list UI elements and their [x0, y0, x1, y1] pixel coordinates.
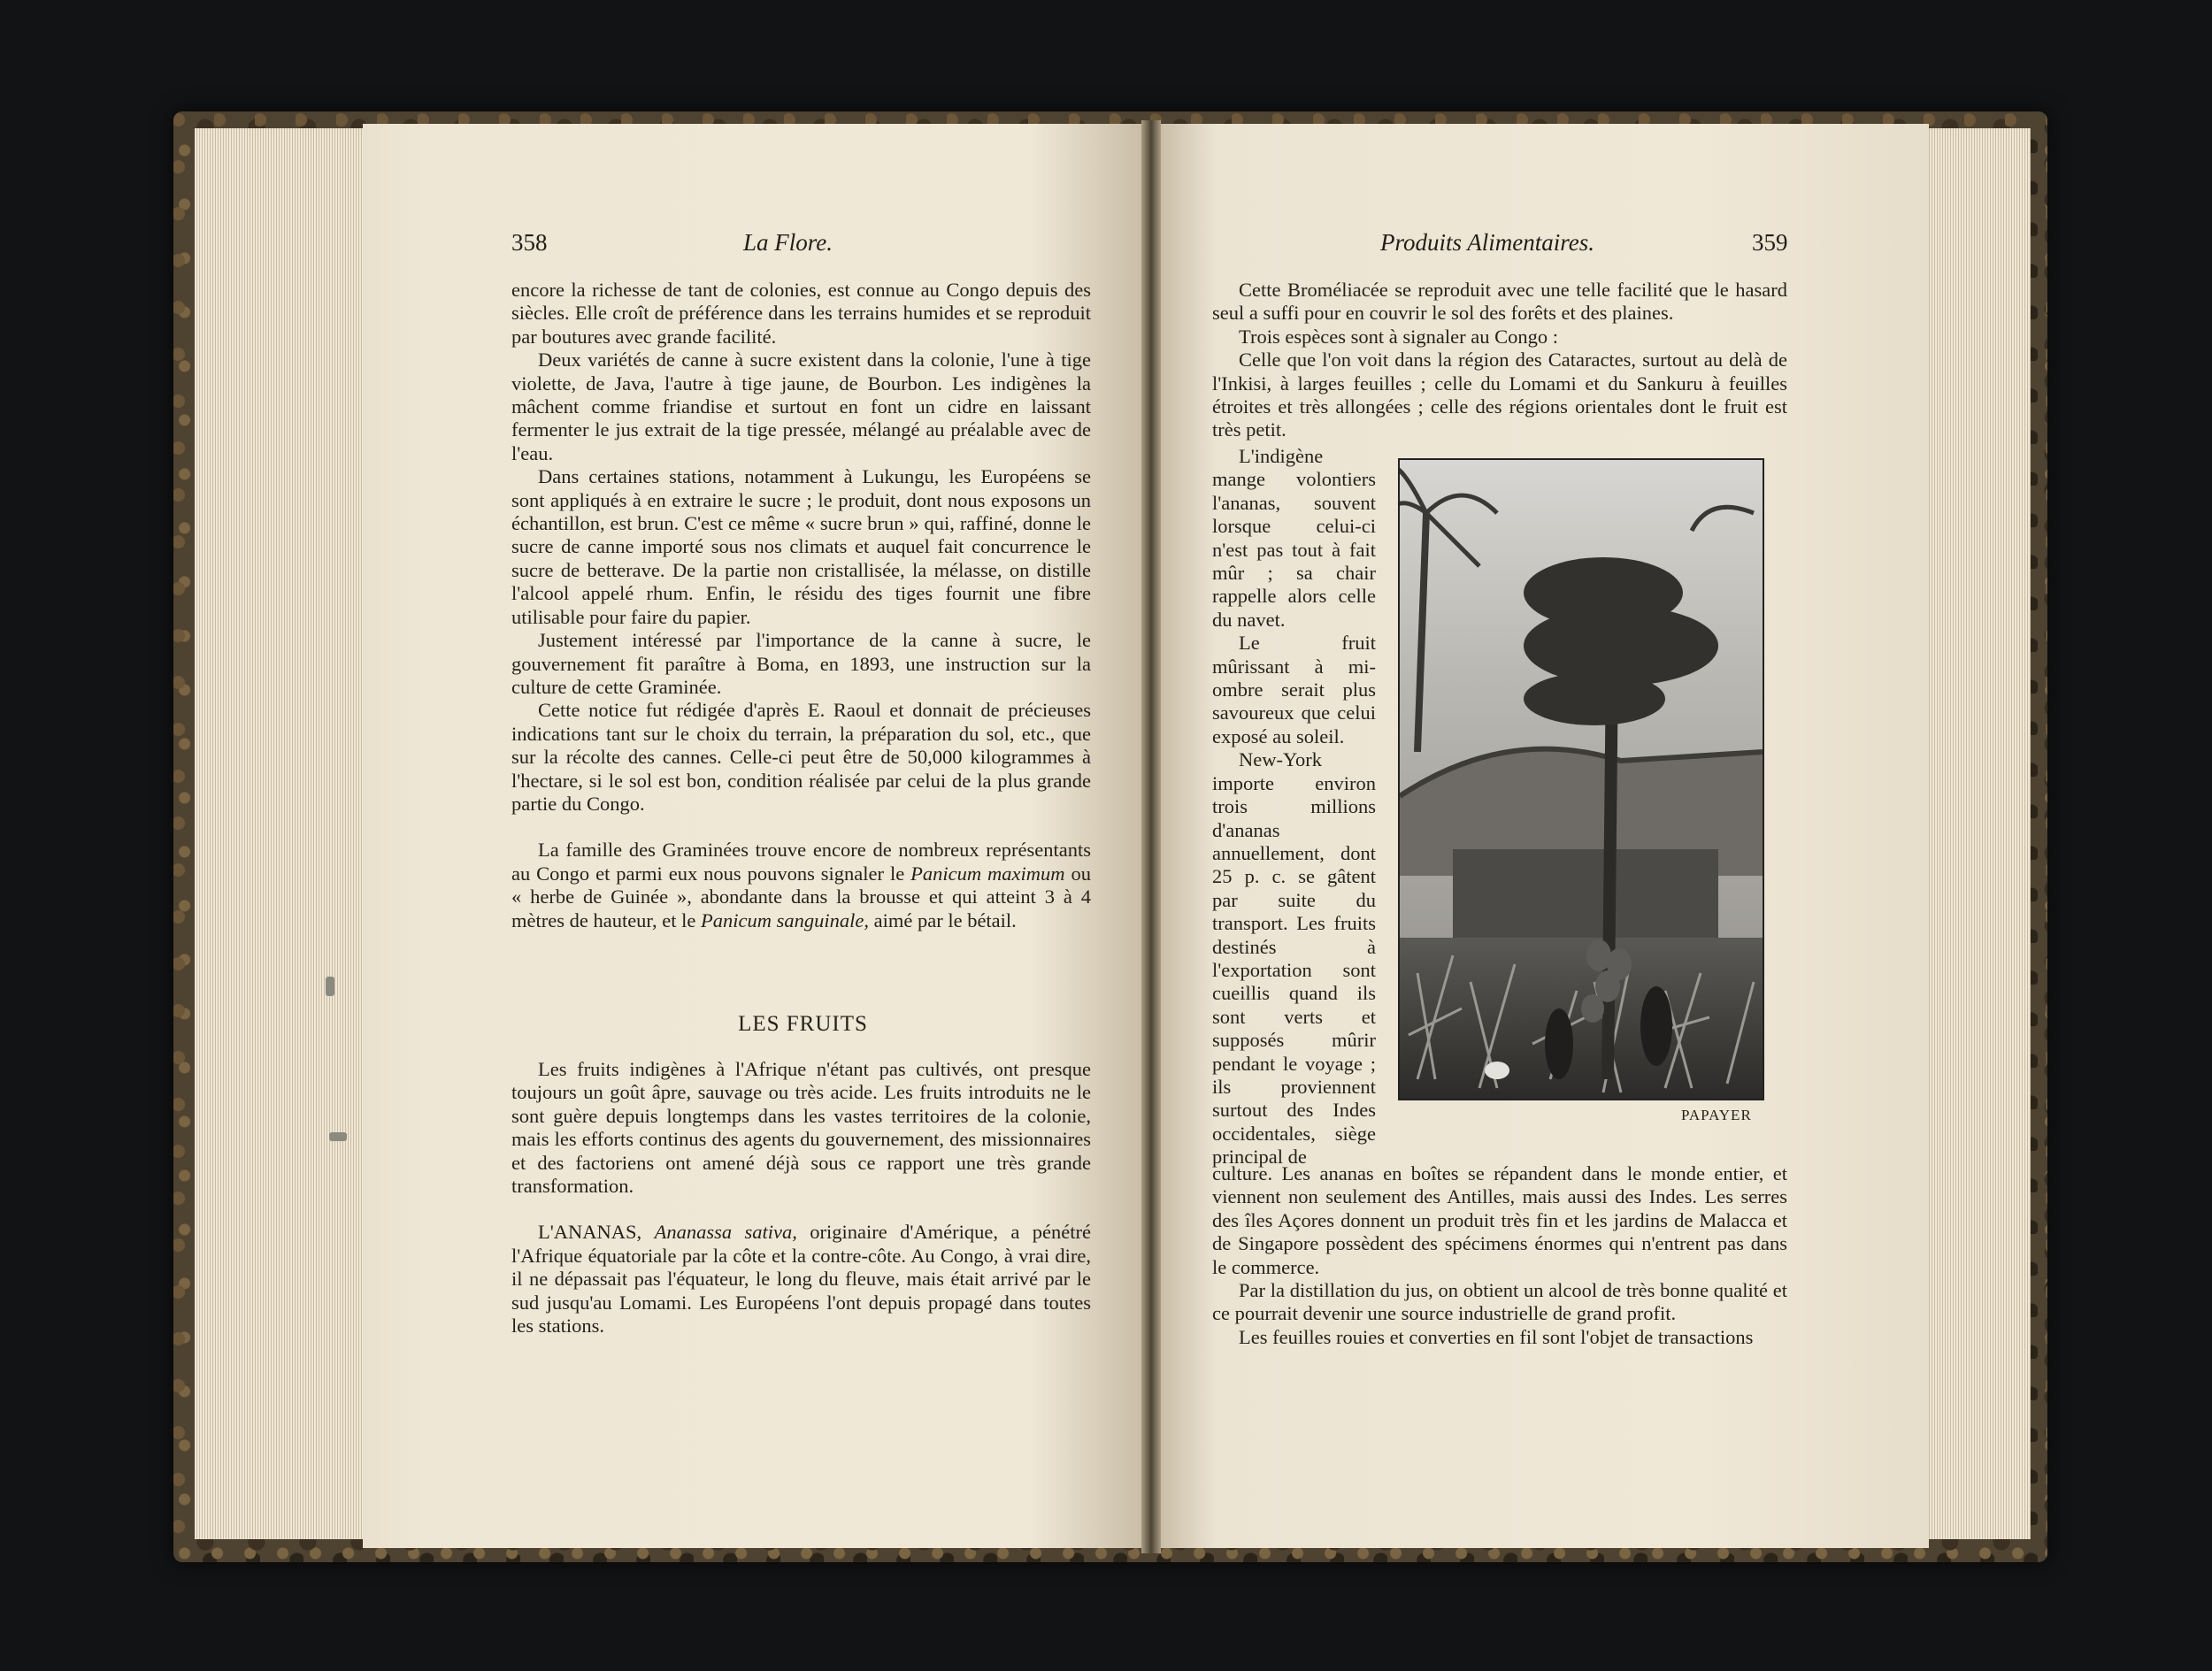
paragraph: Justement intéressé par l'importance de la canne à sucre, le gouvernement fit paraître à Boma, en 1893, une instruction sur la culture de cette Graminée. [511, 629, 1091, 698]
italic-term: Ananassa sativa, [654, 1221, 797, 1244]
left-body-text [511, 279, 1091, 932]
left-body-text-fruits [511, 1058, 1091, 1338]
paragraph: Deux variétés de canne à sucre existent dans la colonie, l'une à tige violette, de Java, l'autre à tige jaune, de Bourbon. Les indigènes la mâchent comme friandise et surtout en font un cidre en laissant fermenter le jus extrait de la tige pressée, mélangé au préalable avec de l'eau. [511, 349, 1091, 464]
right-wrap-text [1212, 445, 1376, 1169]
paragraph: Dans certaines stations, notamment à Lukungu, les Européens se sont appliqués à en extraire le sucre ; le produit, dont nous exposons un échantillon, est brun. C'est ce même « sucre brun » qui, raffiné, donne le sucre de canne importé sous nos climats et auquel fait concurrence le sucre de betterave. De la partie non cristallisée, la mélasse, on distille l'alcool appelé rhum. Enfin, le résidu des tiges fournit une fibre utilisable pour faire du papier. [511, 465, 1091, 628]
section-heading: LES FRUITS [738, 1012, 868, 1036]
paragraph-graminees [511, 839, 1091, 932]
text-run: L'ANANAS, [538, 1221, 655, 1244]
paragraph: New-York importe environ trois millions d'ananas annuellement, dont 25 p. c. se gâtent par suite du transport. Les fruits destinés à l'exportation sont cueillis quand ils sont verts et supposés mûrir pendant le voyage ; ils proviennent surtout des Indes occidentales, siège principal de [1212, 748, 1376, 1169]
paragraph: encore la richesse de tant de colonies, est connue au Congo depuis des siècles. Elle croît de préférence dans les terrains humides et se reproduit par boutures avec grande facilité. [511, 279, 1091, 348]
paragraph-ananas [511, 1221, 1091, 1338]
text-run: originaire d'Amérique, a pénétré l'Afrique équatoriale par la côte et la contre-côte. Au Congo, à vrai dire, il ne dépassait pas l'équateur, le long du fleuve, mais était arrivé par le sud jusqu'au Lomami. Les Européens l'ont depuis propagé dans toutes les stations. [511, 1221, 1091, 1338]
paragraph: L'indigène mange volontiers l'ananas, souvent lorsque celui-ci n'est pas tout à fait mûr ; sa chair rappelle alors celle du navet. [1212, 445, 1376, 631]
right-page-edges [1924, 128, 2031, 1539]
paragraph: Trois espèces sont à signaler au Congo : [1239, 325, 1558, 348]
paragraph: Les fruits indigènes à l'Afrique n'étant pas cultivés, ont presque toujours un goût âpre, sauvage ou très acide. Les fruits introduits ne le sont guère depuis longtemps dans les vastes territoires de la colonie, mais les efforts continus des agents du gouvernement, des missionnaires et des factoriens ont amené déjà sous ce rapport une très grande transformation. [511, 1058, 1091, 1198]
right-top-text [1212, 279, 1787, 442]
photo-caption: PAPAYER [1681, 1107, 1752, 1123]
paragraph: Celle que l'on voit dans la région des Cataractes, surtout au delà de l'Inkisi, à larges feuilles ; celle du Lomami et du Sankuru à feuilles étroites et très allongées ; celle des régions orientales dont le fruit est très petit. [1212, 349, 1787, 441]
text-run: La famille des Graminées trouve encore de nombreux représentants au Congo et parmi eux nous pouvons signaler le [511, 839, 1091, 885]
text-run: aimé par le bétail. [869, 908, 1017, 931]
paragraph: Cette notice fut rédigée d'après E. Raoul et donnait de précieuses indications tant sur le choix du terrain, la préparation du sol, etc., que sur la récolte des cannes. Celle-ci peut être de 50,000 kilogrammes à l'hectare, si le sol est bon, condition réalisée par celui de la plus grande partie du Congo. [511, 699, 1091, 815]
left-folio: 358 [511, 229, 548, 256]
book-gutter [1141, 120, 1161, 1553]
paragraph: Les feuilles rouies et converties en fil sont l'objet de transactions [1239, 1325, 1754, 1348]
left-running-head: La Flore. [743, 229, 833, 256]
right-bottom-text [1212, 1162, 1787, 1349]
papaya-tree-photo [1398, 458, 1764, 1100]
page-tab-marker [326, 977, 334, 996]
left-page-edges [195, 128, 372, 1539]
right-folio: 359 [1752, 229, 1788, 256]
paragraph: Le fruit mûrissant à mi-ombre serait plus savoureux que celui exposé au soleil. [1212, 632, 1376, 747]
paragraph: culture. Les ananas en boîtes se répandent dans le monde entier, et viennent non seulement des Antilles, mais aussi des Indes. Les serres des îles Açores donnent un produit très fin et les jardins de Malacca et de Singapore possèdent des spécimens énormes qui n'entrent pas dans le commerce. [1212, 1162, 1787, 1278]
italic-term: Panicum maximum [910, 862, 1065, 885]
page-tab-marker [329, 1132, 347, 1141]
right-running-head: Produits Alimentaires. [1380, 229, 1594, 256]
paragraph: Cette Broméliacée se reproduit avec une telle facilité que le hasard seul a suffi pour en couvrir le sol des forêts et des plaines. [1212, 279, 1787, 325]
text-run: ou « herbe de Guinée », abondante dans la brousse et qui atteint 3 à 4 mètres de hauteur, et le [511, 862, 1091, 931]
italic-term: Panicum sanguinale, [701, 908, 869, 931]
paragraph: Par la distillation du jus, on obtient un alcool de très bonne qualité et ce pourrait devenir une source industrielle de grand profit. [1212, 1279, 1787, 1325]
